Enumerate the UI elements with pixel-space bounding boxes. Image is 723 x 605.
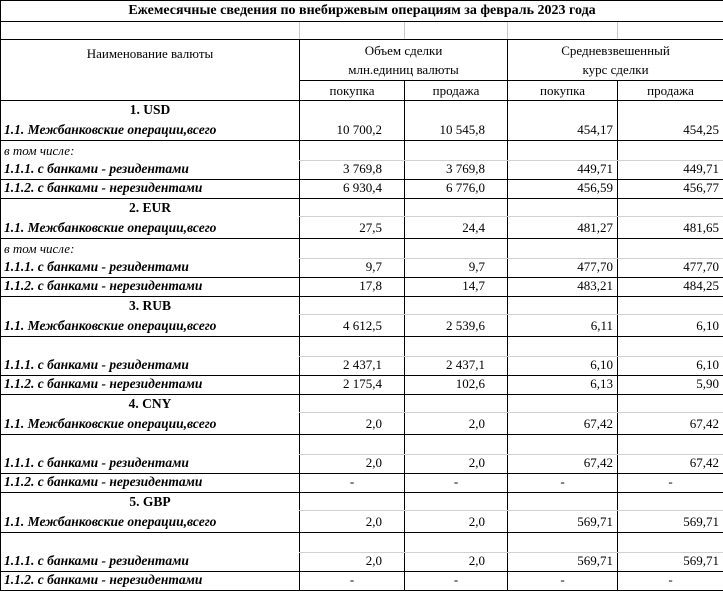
row-label: 1.1.2. с банками - нерезидентами xyxy=(1,376,300,395)
empty-cell xyxy=(618,337,723,357)
empty-cell xyxy=(508,199,618,217)
empty-cell xyxy=(508,337,618,357)
cny-note-row xyxy=(1,435,723,455)
empty-cell xyxy=(405,141,508,161)
rate-sell-value: 456,77 xyxy=(618,180,723,199)
rate-sell-value: 481,65 xyxy=(618,217,723,239)
empty-cell xyxy=(405,101,508,119)
gap-row xyxy=(1,22,723,40)
volume-sell-value: 2 539,6 xyxy=(405,315,508,337)
rate-buy-value: 477,70 xyxy=(508,259,618,278)
row-label: 1.1. Межбанковские операции,всего xyxy=(1,511,300,533)
empty-cell xyxy=(405,493,508,511)
rate-buy-value: 449,71 xyxy=(508,161,618,180)
empty-cell xyxy=(618,297,723,315)
volume-buy-value: 10 700,2 xyxy=(300,119,405,141)
gap-cell xyxy=(1,22,300,40)
usd-residents-row xyxy=(1,161,723,180)
rate-buy-value: 67,42 xyxy=(508,413,618,435)
row-label: 1.1. Межбанковские операции,всего xyxy=(1,413,300,435)
empty-cell xyxy=(508,141,618,161)
volume-buy-value: - xyxy=(300,474,405,493)
volume-buy-value: 3 769,8 xyxy=(300,161,405,180)
usd-total-row xyxy=(1,119,723,141)
column-header-volume-sell: продажа xyxy=(405,81,508,101)
usd-note-row xyxy=(1,141,723,161)
row-label: 1.1.1. с банками - резидентами xyxy=(1,553,300,572)
volume-sell-value: 2,0 xyxy=(405,511,508,533)
empty-cell xyxy=(618,435,723,455)
note-label xyxy=(1,337,300,357)
empty-cell xyxy=(300,199,405,217)
gbp-note-row xyxy=(1,533,723,553)
row-label: 1.1.1. с банками - резидентами xyxy=(1,357,300,376)
volume-sell-value: - xyxy=(405,474,508,493)
rate-buy-value: 569,71 xyxy=(508,553,618,572)
column-header-currency-name: Наименование валюты xyxy=(1,40,300,101)
row-label: 1.1.2. с банками - нерезидентами xyxy=(1,474,300,493)
cny-nonresidents-row xyxy=(1,474,723,493)
rate-sell-value: 477,70 xyxy=(618,259,723,278)
gbp-nonresidents-row xyxy=(1,572,723,591)
empty-cell xyxy=(300,533,405,553)
empty-cell xyxy=(618,141,723,161)
currency-name: 5. GBP xyxy=(129,493,171,509)
rate-sell-value: - xyxy=(618,572,723,591)
currency-name: 4. CNY xyxy=(128,395,172,411)
rate-sell-value: 454,25 xyxy=(618,119,723,141)
volume-sell-value: - xyxy=(405,572,508,591)
volume-buy-value: 17,8 xyxy=(300,278,405,297)
volume-buy-value: 6 930,4 xyxy=(300,180,405,199)
volume-sell-value: 2,0 xyxy=(405,455,508,474)
cny-total-row xyxy=(1,413,723,435)
rate-buy-value: 483,21 xyxy=(508,278,618,297)
empty-cell xyxy=(618,239,723,259)
rate-header-line1: Средневзвешенный xyxy=(561,43,670,58)
rate-sell-value: 67,42 xyxy=(618,455,723,474)
empty-cell xyxy=(405,533,508,553)
column-header-volume xyxy=(300,40,508,81)
rate-buy-value: 569,71 xyxy=(508,511,618,533)
section-usd-header-row xyxy=(1,101,723,119)
empty-cell xyxy=(508,533,618,553)
rate-sell-value: 6,10 xyxy=(618,357,723,376)
rate-buy-value: 454,17 xyxy=(508,119,618,141)
empty-cell xyxy=(618,199,723,217)
empty-cell xyxy=(508,493,618,511)
empty-cell xyxy=(405,435,508,455)
empty-cell xyxy=(300,101,405,119)
row-label: 1.1. Межбанковские операции,всего xyxy=(1,315,300,337)
rate-sell-value: 6,10 xyxy=(618,315,723,337)
empty-cell xyxy=(300,337,405,357)
volume-sell-value: 10 545,8 xyxy=(405,119,508,141)
header-row-main xyxy=(1,40,723,81)
empty-cell xyxy=(300,435,405,455)
volume-buy-value: 2,0 xyxy=(300,553,405,572)
empty-cell xyxy=(405,395,508,413)
empty-cell xyxy=(618,533,723,553)
title-row xyxy=(1,1,723,22)
row-label: 1.1. Межбанковские операции,всего xyxy=(1,119,300,141)
volume-header-line2: млн.единиц валюты xyxy=(348,62,459,77)
empty-cell xyxy=(300,395,405,413)
volume-sell-value: 24,4 xyxy=(405,217,508,239)
column-header-rate xyxy=(508,40,723,81)
rub-residents-row xyxy=(1,357,723,376)
empty-cell xyxy=(508,239,618,259)
cny-residents-row xyxy=(1,455,723,474)
empty-cell xyxy=(618,395,723,413)
report-title: Ежемесячные сведения по внебиржевым операциям за февраль 2023 года xyxy=(1,1,723,22)
gap-cell xyxy=(508,22,618,40)
row-label: 1.1.1. с банками - резидентами xyxy=(1,455,300,474)
volume-buy-value: 9,7 xyxy=(300,259,405,278)
empty-cell xyxy=(300,239,405,259)
eur-note-row xyxy=(1,239,723,259)
currency-name: 3. RUB xyxy=(128,297,171,313)
volume-sell-value: 6 776,0 xyxy=(405,180,508,199)
rate-buy-value: 6,10 xyxy=(508,357,618,376)
usd-nonresidents-row xyxy=(1,180,723,199)
note-label xyxy=(1,533,300,553)
row-label: 1.1.2. с банками - нерезидентами xyxy=(1,278,300,297)
rate-sell-value: - xyxy=(618,474,723,493)
volume-buy-value: 27,5 xyxy=(300,217,405,239)
rate-sell-value: 484,25 xyxy=(618,278,723,297)
empty-cell xyxy=(508,297,618,315)
empty-cell xyxy=(405,199,508,217)
rub-nonresidents-row xyxy=(1,376,723,395)
rate-sell-value: 5,90 xyxy=(618,376,723,395)
rate-buy-value: 67,42 xyxy=(508,455,618,474)
volume-sell-value: 2,0 xyxy=(405,413,508,435)
volume-buy-value: 2,0 xyxy=(300,511,405,533)
row-label: 1.1.1. с банками - резидентами xyxy=(1,161,300,180)
volume-buy-value: 2 175,4 xyxy=(300,376,405,395)
rate-sell-value: 67,42 xyxy=(618,413,723,435)
volume-buy-value: 2,0 xyxy=(300,455,405,474)
gbp-total-row xyxy=(1,511,723,533)
row-label: 1.1.2. с банками - нерезидентами xyxy=(1,572,300,591)
rate-buy-value: 456,59 xyxy=(508,180,618,199)
empty-cell xyxy=(405,337,508,357)
rate-sell-value: 449,71 xyxy=(618,161,723,180)
gap-cell xyxy=(300,22,405,40)
rate-header-line2: курс сделки xyxy=(582,62,649,77)
volume-buy-value: 2,0 xyxy=(300,413,405,435)
currency-name: 1. USD xyxy=(129,101,171,117)
rate-buy-value: 6,11 xyxy=(508,315,618,337)
empty-cell xyxy=(300,493,405,511)
column-header-rate-sell: продажа xyxy=(618,81,723,101)
section-rub-header-row xyxy=(1,297,723,315)
gbp-residents-row xyxy=(1,553,723,572)
rate-sell-value: 569,71 xyxy=(618,511,723,533)
note-label: в том числе: xyxy=(4,142,75,158)
column-header-volume-buy: покупка xyxy=(300,81,405,101)
rub-note-row xyxy=(1,337,723,357)
empty-cell xyxy=(405,239,508,259)
rate-buy-value: - xyxy=(508,474,618,493)
section-gbp-header-row xyxy=(1,493,723,511)
note-label: в том числе: xyxy=(4,240,75,256)
section-eur-header-row xyxy=(1,199,723,217)
row-label: 1.1. Межбанковские операции,всего xyxy=(1,217,300,239)
rate-sell-value: 569,71 xyxy=(618,553,723,572)
volume-header-line1: Объем сделки xyxy=(364,43,443,58)
volume-sell-value: 3 769,8 xyxy=(405,161,508,180)
row-label: 1.1.2. с банками - нерезидентами xyxy=(1,180,300,199)
empty-cell xyxy=(618,101,723,119)
row-label: 1.1.1. с банками - резидентами xyxy=(1,259,300,278)
eur-total-row xyxy=(1,217,723,239)
volume-sell-value: 14,7 xyxy=(405,278,508,297)
volume-sell-value: 2 437,1 xyxy=(405,357,508,376)
empty-cell xyxy=(508,435,618,455)
currency-name: 2. EUR xyxy=(128,199,171,215)
gap-cell xyxy=(405,22,508,40)
volume-sell-value: 102,6 xyxy=(405,376,508,395)
empty-cell xyxy=(300,297,405,315)
volume-sell-value: 9,7 xyxy=(405,259,508,278)
volume-buy-value: 2 437,1 xyxy=(300,357,405,376)
eur-nonresidents-row xyxy=(1,278,723,297)
empty-cell xyxy=(618,493,723,511)
rate-buy-value: 481,27 xyxy=(508,217,618,239)
empty-cell xyxy=(508,395,618,413)
note-label xyxy=(1,435,300,455)
volume-buy-value: - xyxy=(300,572,405,591)
rub-total-row xyxy=(1,315,723,337)
empty-cell xyxy=(405,297,508,315)
volume-buy-value: 4 612,5 xyxy=(300,315,405,337)
eur-residents-row xyxy=(1,259,723,278)
gap-cell xyxy=(618,22,723,40)
empty-cell xyxy=(508,101,618,119)
section-cny-header-row xyxy=(1,395,723,413)
column-header-rate-buy: покупка xyxy=(508,81,618,101)
empty-cell xyxy=(300,141,405,161)
rate-buy-value: - xyxy=(508,572,618,591)
rate-buy-value: 6,13 xyxy=(508,376,618,395)
volume-sell-value: 2,0 xyxy=(405,553,508,572)
